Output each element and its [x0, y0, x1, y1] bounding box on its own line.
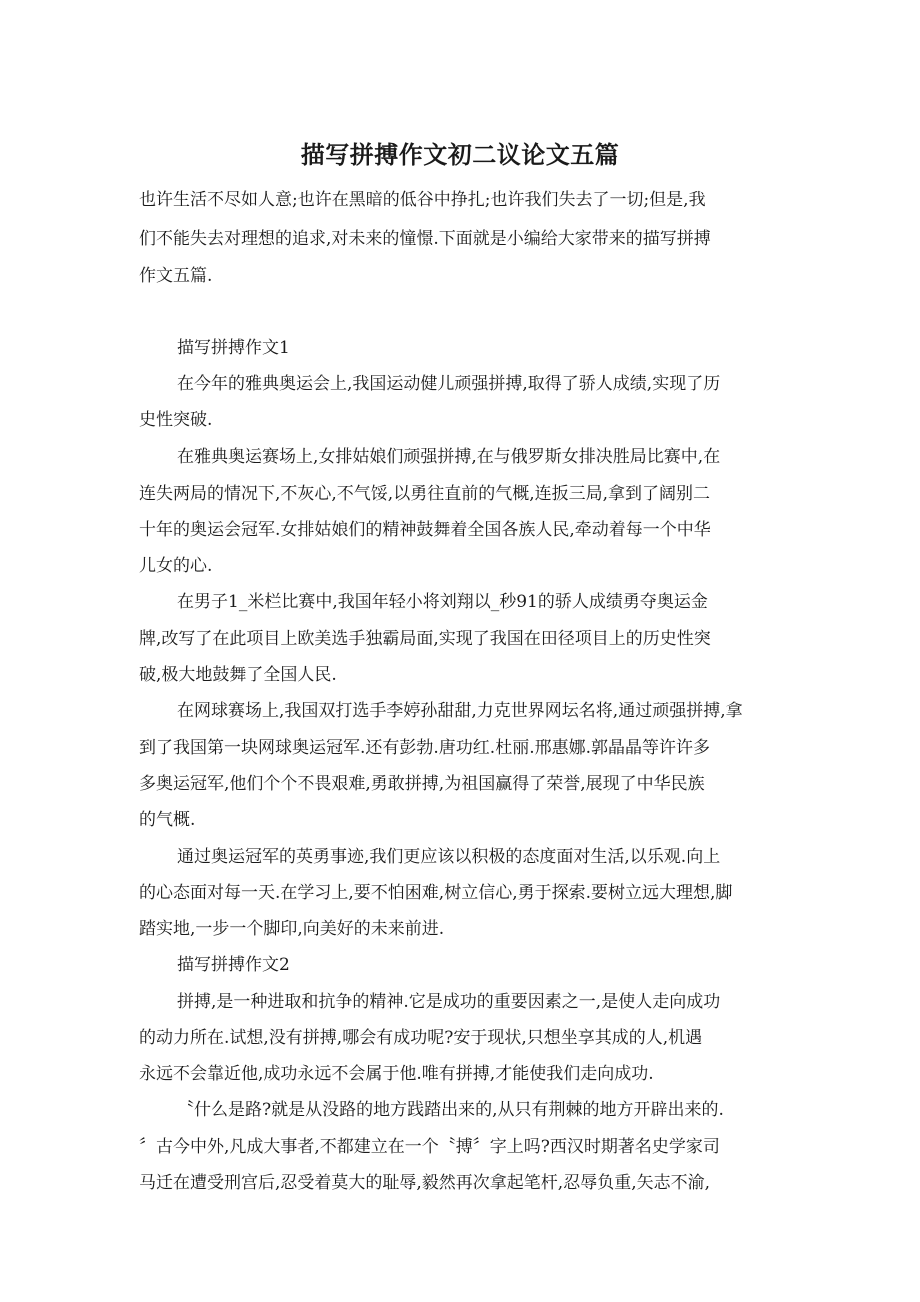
document-title: 描写拼搏作文初二议论文五篇	[300, 140, 620, 169]
text-line: 在男子1_米栏比赛中,我国年轻小将刘翔以_秒91的骄人成绩勇夺奥运金	[177, 592, 708, 612]
text-line: 到了我国第一块网球奥运冠军.还有彭勃.唐功红.杜丽.邢惠娜.郭晶晶等许许多	[139, 738, 711, 758]
text-line: 的心态面对每一天.在学习上,要不怕困难,树立信心,勇于探索.要树立远大理想,脚	[139, 883, 733, 903]
text-line: 作文五篇.	[139, 266, 213, 286]
text-line: 〞古今中外,凡成大事者,不都建立在一个〝搏〞字上吗?西汉时期著名史学家司	[139, 1137, 720, 1157]
text-line: 儿女的心.	[139, 556, 213, 576]
text-line: 踏实地,一步一个脚印,向美好的未来前进.	[139, 919, 445, 939]
text-line: 在雅典奥运赛场上,女排姑娘们顽强拼搏,在与俄罗斯女排决胜局比赛中,在	[177, 447, 721, 467]
section-heading: 描写拼搏作文2	[177, 955, 290, 975]
text-line: 也许生活不尽如人意;也许在黑暗的低谷中挣扎;也许我们失去了一切;但是,我	[139, 190, 706, 210]
text-line: 马迁在遭受刑宫后,忍受着莫大的耻辱,毅然再次拿起笔杆,忍辱负重,矢志不渝,	[139, 1173, 711, 1193]
text-line: 永远不会靠近他,成功永远不会属于他.唯有拼搏,才能使我们走向成功.	[139, 1064, 654, 1084]
text-line: 〝什么是路?就是从没路的地方践踏出来的,从只有荆棘的地方开辟出来的.	[177, 1100, 724, 1120]
text-line: 连失两局的情况下,不灰心,不气馁,以勇往直前的气概,连扳三局,拿到了阔别二	[139, 484, 711, 504]
section-heading: 描写拼搏作文1	[177, 338, 290, 358]
text-line: 的动力所在.试想,没有拼搏,哪会有成功呢?安于现状,只想坐享其成的人,机遇	[139, 1028, 703, 1048]
text-line: 们不能失去对理想的追求,对未来的憧憬.下面就是小编给大家带来的描写拼搏	[139, 229, 711, 249]
text-line: 多奥运冠军,他们个个不畏艰难,勇敢拼搏,为祖国赢得了荣誉,展现了中华民族	[139, 774, 705, 794]
text-line: 的气概.	[139, 810, 196, 830]
text-line: 十年的奥运会冠军.女排姑娘们的精神鼓舞着全国各族人民,牵动着每一个中华	[139, 520, 711, 540]
text-line: 通过奥运冠军的英勇事迹,我们更应该以积极的态度面对生活,以乐观.向上	[177, 847, 721, 867]
text-line: 破,极大地鼓舞了全国人民.	[139, 665, 337, 685]
text-line: 史性突破.	[139, 410, 213, 430]
text-line: 在网球赛场上,我国双打选手李婷孙甜甜,力克世界网坛名将,通过顽强拼搏,拿	[177, 701, 743, 721]
text-line: 在今年的雅典奥运会上,我国运动健儿顽强拼搏,取得了骄人成绩,实现了历	[177, 374, 721, 394]
text-line: 牌,改写了在此项目上欧美选手独霸局面,实现了我国在田径项目上的历史性突	[139, 629, 711, 649]
text-line: 拼搏,是一种进取和抗争的精神.它是成功的重要因素之一,是使人走向成功	[177, 992, 721, 1012]
